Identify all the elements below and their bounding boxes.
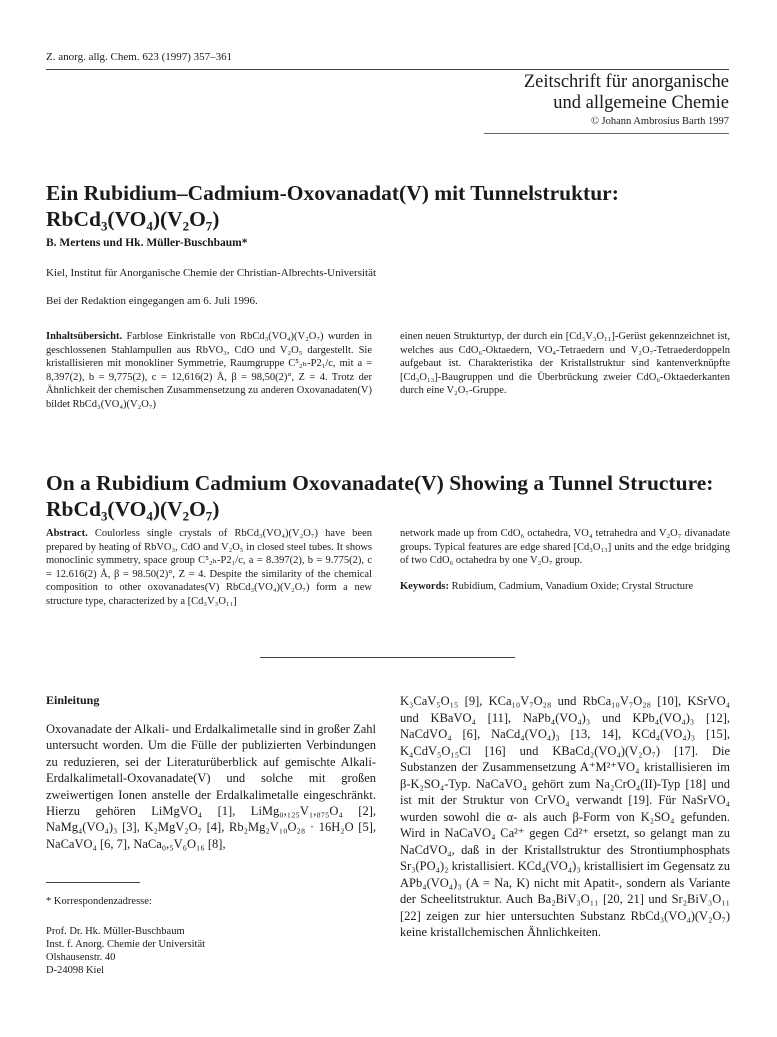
abstract-text-part1: Coulorless single crystals of RbCd₃(VO₄)(V₂O₇) have been prepared by heating of RbVO₃, CdO and V₂O₅ in closed steel tubes. It shows monoclinic symmetry, space group C⁵₂ₕ-P2₁/c, a = 8.397(2), b = 9.775(2), c = 12.616(2) Å, β = 98.50(2)°, Z = 4. Despite the similarity of the chemical composition to other oxovanadates(V) RbCd₃(VO₄)(V₂O₇) form a new structure type, characterized by a [Cd₃V₃O₁₁] [46,528,372,607]
footnote-rule [46,882,140,883]
keywords [400,580,730,594]
article-title-en: On a Rubidium Cadmium Oxovanadate(V) Showing a Tunnel Structure: RbCd₃(VO₄)(V₂O₇) [46,471,714,521]
abstract-text-part2: network made up from CdO₆ octahedra, VO₄ tetrahedra and V₂O₇ divanadate groups. Typical features are edge shared [Cd₃O₁₃] units and the edge bridging of two CdO₆ octahedra by one V₂O₇ group. [400,528,730,567]
intro-text-left: Oxovanadate der Alkali- und Erdalkalimetalle sind in großer Zahl untersucht worden. Um die Fülle der publizierten Verbindungen zu reduzieren, sei der Literaturüberblick auf gemischte Alkali-Erdalkalimetall-Oxovanadate(V) und solche mit großen zweiwertigen Ionen anstelle der Erdalkalimetalle eingeschränkt. Hierzu gehören LiMgVO₄ [1], LiMg₀,₁₂₅V₁,₈₇₅O₄ [2], NaMg₄(VO₄)₃ [3], K₂MgV₂O₇ [4], Rb₂Mg₂V₁₀O₂₈ · 16H₂O [5], NaCaVO₄ [6, 7], NaCa₀,₅V₆O₁₆ [8], [46,722,376,851]
abstract-en-right [400,527,730,593]
masthead-rule [484,133,729,134]
received-date: Bei der Redaktion eingegangen am 6. Juli 1996. [46,295,258,307]
summary-text-part2: einen neuen Strukturtyp, der durch ein [Cd₃V₃O₁₁]-Gerüst gekennzeichnet ist, welches aus CdO₆-Oktaedern, VO₄-Tetraedern und V₂O₇-Tetraederdoppeln aufgebaut ist. Charakteristika der Kristallstruktur sind kantenverknüpfte [Cd₃O₁₃]-Baugruppen und die Überbrückung zweier CdO₆-Oktaederkanten durch eine V₂O₇-Gruppe. [400,331,730,397]
keywords-label: Keywords: [400,580,449,592]
section-heading-einleitung: Einleitung [46,693,100,707]
article-authors: B. Mertens und Hk. Müller-Buschbaum* [46,237,248,249]
section-divider [260,657,515,658]
journal-name-line2: und allgemeine Chemie [553,93,729,113]
journal-citation: Z. anorg. allg. Chem. 623 (1997) 357–361 [46,51,233,63]
copyright-line: © Johann Ambrosius Barth 1997 [590,116,729,127]
abstract-label: Abstract. [46,528,88,539]
header-rule [46,69,729,70]
address-line: D-24098 Kiel [46,965,105,976]
summary-de-right [400,330,730,398]
abstract-en-left [46,527,372,609]
address-line: Olshausenstr. 40 [46,952,116,963]
intro-text-right: K₃CaV₅O₁₅ [9], KCa₁₀V₇O₂₈ und RbCa₁₀V₇O₂₈ [10], KSrVO₄ und KBaVO₄ [11], NaPb₄(VO₄)₃ und KPb₄(VO₄)₃ [12], NaCdVO₄ [6], NaCd₄(VO₄)₃ [13, 14], KCd₄(VO₄)₃ [15], K₄CdV₅O₁₅Cl [16] und KBaCd₂(VO₄)(V₂O₇) [17]. Die Substanzen der Zusammensetzung A⁺M²⁺VO₄ kristallisieren im β-K₂SO₄-Typ. NaCaVO₄ gehört zum Na₂CrO₄(II)-Typ [18] und ist mit der Struktur von CrVO₄ verwandt [19]. Für NaSrVO₄ wurden sowohl die α- als auch β-Form von K₂SO₄ gefunden. Wird in NaCaVO₄ Ca²⁺ gegen Cd²⁺ ersetzt, so gelangt man zu NaCdVO₄, daß in der Kristallstruktur des Strontiumphosphats Sr₃(PO₄)₂ kristallisiert. KCd₄(VO₄)₃ kristallisiert im Gegensatz zu APb₄(VO₄)₃ (A = Na, K) nicht mit Apatit-, sondern als Variante der Scheelitstruktur. Auch Ba₂BiV₃O₁₁ [20, 21] und Sr₂BiV₃O₁₁ [22] zeigen zur hier untersuchten Substanz RbCd₃(VO₄)(V₂O₇) keine kristallchemischen Ähnlichkeiten. [400,694,730,939]
footnote-marker: * Korrespondenzadresse: [46,896,152,907]
summary-de-left [46,330,372,412]
article-title-de: Ein Rubidium–Cadmium-Oxovanadat(V) mit Tunnelstruktur: RbCd₃(VO₄)(V₂O₇) [46,181,619,231]
correspondence-address [46,925,205,977]
journal-masthead [524,72,729,127]
summary-text-part1: Farblose Einkristalle von RbCd₃(VO₄)(V₂O₇) wurden in geschlossenen Stahlampullen aus RbVO₃, CdO und V₂O₅ dargestellt. Sie kristallisieren mit monokliner Symmetrie, Raumgruppe C⁵₂ₕ-P2₁/c, mit a = 8,397(2), b = 9,775(2), c = 12,616(2) Å, β = 98,50(2)°, Z = 4. Trotz der Ähnlichkeit der chemischen Zusammensetzung zu anderen Oxovanadaten(V) bildet RbCd₃(VO₄)(V₂O₇) [46,331,372,410]
author-affiliation: Kiel, Institut für Anorganische Chemie der Christian-Albrechts-Universität [46,267,377,279]
address-line: Inst. f. Anorg. Chemie der Universität [46,939,206,950]
summary-label: Inhaltsübersicht. [46,331,123,342]
keywords-text: Rubidium, Cadmium, Vanadium Oxide; Crystal Structure [451,580,694,592]
journal-name-line1: Zeitschrift für anorganische [523,72,729,92]
address-line: Prof. Dr. Hk. Müller-Buschbaum [46,926,185,937]
